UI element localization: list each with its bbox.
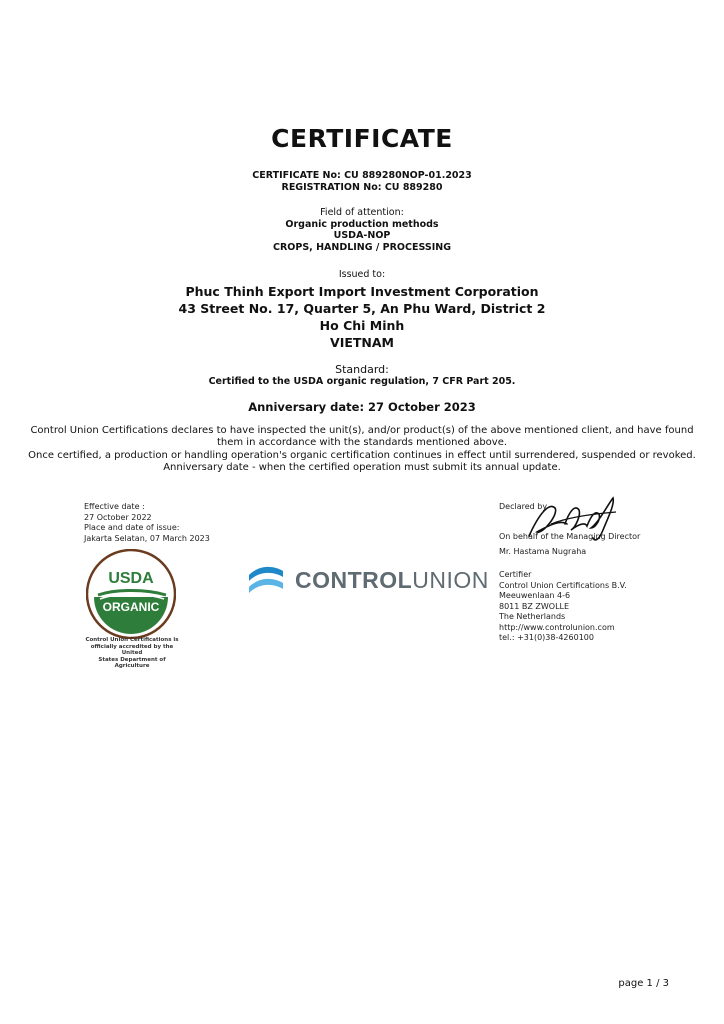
field-line-3: CROPS, HANDLING / PROCESSING <box>273 241 451 253</box>
effective-date-label: Effective date : <box>84 502 145 511</box>
declaration-line-2: them in accordance with the standards mentioned above. <box>216 437 508 449</box>
certifier-website: http://www.controlunion.com <box>499 622 615 632</box>
certifier-address <box>499 570 627 644</box>
company-city: Ho Chi Minh <box>319 318 405 333</box>
usda-organic-seal <box>86 549 176 639</box>
certificate-title: CERTIFICATE <box>271 124 453 153</box>
page-number: page 1 / 3 <box>618 978 669 989</box>
field-line-2: USDA-NOP <box>333 230 391 241</box>
control-union-logo <box>245 561 489 601</box>
certifier-phone: tel.: +31(0)38-4260100 <box>499 633 594 642</box>
anniversary-date: Anniversary date: 27 October 2023 <box>248 400 476 414</box>
standard-label: Standard: <box>335 363 389 376</box>
declaration-line-4: Anniversary date - when the certified operation must submit its annual update. <box>163 462 561 474</box>
organic-text: ORGANIC <box>102 600 160 614</box>
usda-accreditation-caption <box>82 637 182 670</box>
certifier-org: Control Union Certifications B.V. <box>499 580 627 590</box>
company-address: 43 Street No. 17, Quarter 5, An Phu Ward, District 2 <box>178 301 546 316</box>
registration-number: REGISTRATION No: CU 889280 <box>281 182 443 193</box>
issued-to-block <box>0 283 724 351</box>
cu-logo-bold: CONTROL <box>295 567 413 593</box>
caption-line-1: Control Union Certifications is <box>85 637 179 643</box>
field-line-1: Organic production methods <box>285 218 439 230</box>
on-behalf-label: On behalf of the Managing Director <box>499 531 641 541</box>
standard-text: Certified to the USDA organic regulation, 7 CFR Part 205. <box>208 376 516 387</box>
certifier-country: The Netherlands <box>499 612 566 621</box>
signature-image <box>521 494 621 544</box>
certificate-numbers <box>0 170 724 194</box>
caption-line-3: States Department of Agriculture <box>98 656 166 669</box>
issue-dates <box>84 502 210 544</box>
declaration-line-1: Control Union Certifications declares to have inspected the unit(s), and/or product(s) of the above mentioned client, and have found <box>30 425 694 436</box>
issue-place-date-label: Place and date of issue: <box>84 523 180 532</box>
signature-block <box>499 502 679 558</box>
certifier-label: Certifier <box>499 570 532 579</box>
effective-date-value: 27 October 2022 <box>84 512 152 522</box>
certificate-number: CERTIFICATE No: CU 889280NOP-01.2023 <box>252 170 472 181</box>
field-label: Field of attention: <box>320 207 404 218</box>
certifier-street: Meeuwenlaan 4-6 <box>499 591 571 600</box>
declaration-text <box>0 425 724 475</box>
issued-to-label: Issued to: <box>338 269 386 280</box>
declared-by-label: Declared by <box>499 502 548 511</box>
declaration-line-3: Once certified, a production or handling operation's organic certification continues in effect until surrendered, suspended or revoked. <box>28 449 696 461</box>
control-union-wave-icon <box>247 563 285 597</box>
cu-logo-light: UNION <box>412 567 489 593</box>
field-of-attention <box>0 207 724 253</box>
certifier-postal: 8011 BZ ZWOLLE <box>499 601 570 611</box>
company-country: VIETNAM <box>330 335 394 350</box>
issue-place-date-value: Jakarta Selatan, 07 March 2023 <box>84 533 210 543</box>
company-name: Phuc Thinh Export Import Investment Corporation <box>185 284 539 299</box>
signatory-name: Mr. Hastama Nugraha <box>499 547 587 556</box>
usda-text: USDA <box>108 570 154 587</box>
caption-line-2: officially accredited by the United <box>90 643 174 656</box>
